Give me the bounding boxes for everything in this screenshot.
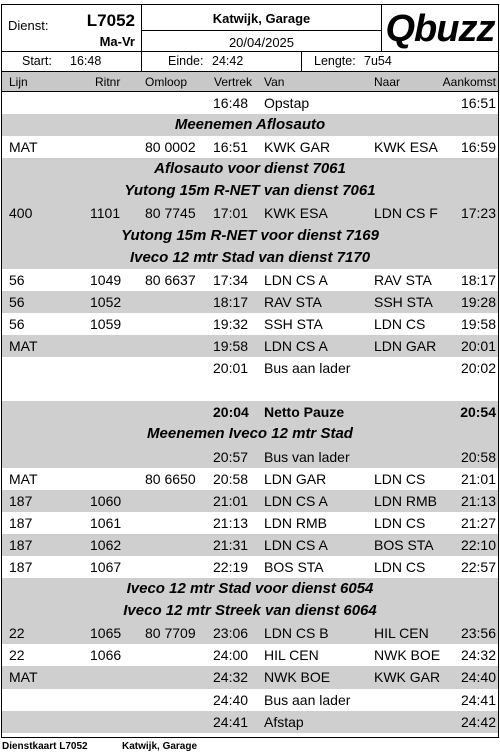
- cell-aankomst: 21:27: [460, 514, 496, 531]
- cell-omloop: 80 7745: [145, 205, 196, 222]
- cell-naar: LDN GAR: [374, 338, 437, 355]
- cell-lijn: 56: [9, 293, 25, 310]
- table-row: [2, 556, 498, 578]
- cell-van: Afstap: [264, 713, 304, 730]
- cell-aankomst: 23:56: [460, 625, 496, 642]
- cell-naar: LDN CS: [374, 470, 426, 487]
- cell-aankomst: 20:54: [460, 404, 496, 421]
- cell-ritnr: 1065: [90, 625, 122, 642]
- cell-lijn: MAT: [9, 470, 38, 487]
- cell-aankomst: 21:13: [460, 492, 496, 509]
- cell-omloop: 80 7709: [145, 625, 196, 642]
- cell-van: RAV STA: [264, 293, 322, 310]
- cell-vertrek: 21:01: [213, 492, 249, 509]
- cell-ritnr: 1066: [90, 647, 122, 664]
- col-aankomst: Aankomst: [442, 75, 496, 89]
- cell-naar: LDN CS: [374, 315, 426, 332]
- footer-card-id: Dienstkaart L7052: [2, 741, 88, 752]
- cell-vertrek: 21:31: [213, 536, 249, 553]
- cell-aankomst: 20:58: [460, 448, 496, 465]
- cell-lijn: 22: [9, 647, 25, 664]
- cell-naar: LDN RMB: [374, 492, 438, 509]
- cell-aankomst: 22:10: [460, 536, 496, 553]
- cell-aankomst: 19:28: [460, 293, 496, 310]
- table-row: [2, 136, 498, 158]
- section-title: Meenemen Iveco 12 mtr Stad: [2, 423, 498, 445]
- cell-aankomst: 16:59: [460, 139, 496, 156]
- times-bar: [2, 52, 498, 72]
- row-spacer: [2, 379, 498, 401]
- cell-vertrek: 24:32: [213, 669, 249, 686]
- cell-lijn: 187: [9, 492, 33, 509]
- cell-ritnr: 1067: [90, 558, 122, 575]
- section-title: Aflosauto voor dienst 7061: [2, 158, 498, 180]
- table-row: [2, 711, 498, 733]
- cell-lijn: 187: [9, 536, 33, 553]
- lengte-value: 7u54: [364, 54, 392, 68]
- qbuzz-logo: Qbuzz: [385, 8, 495, 50]
- cell-van: KWK GAR: [264, 139, 331, 156]
- cell-aankomst: 24:41: [460, 691, 496, 708]
- cell-ritnr: 1060: [90, 492, 122, 509]
- table-row: [2, 446, 498, 468]
- duty-date: 20/04/2025: [228, 35, 295, 50]
- table-row: [2, 468, 498, 490]
- cell-vertrek: 20:57: [213, 448, 249, 465]
- cell-lijn: 400: [9, 205, 33, 222]
- cell-aankomst: 18:17: [460, 271, 496, 288]
- dienst-label: Dienst:: [8, 18, 49, 33]
- col-lijn: Lijn: [9, 75, 28, 89]
- cell-vertrek: 24:00: [213, 647, 249, 664]
- section-title: Iveco 12 mtr Stad van dienst 7170: [2, 247, 498, 269]
- table-row: [2, 202, 498, 224]
- col-vertrek: Vertrek: [214, 75, 253, 89]
- cell-van: LDN CS A: [264, 492, 328, 509]
- cell-naar: RAV STA: [374, 271, 432, 288]
- cell-van: Bus van lader: [264, 448, 350, 465]
- cell-lijn: MAT: [9, 139, 38, 156]
- col-naar: Naar: [374, 75, 401, 89]
- section-title: Yutong 15m R-NET voor dienst 7169: [2, 225, 498, 247]
- table-row: [2, 269, 498, 291]
- cell-aankomst: 16:51: [460, 95, 496, 111]
- cell-lijn: 187: [9, 514, 33, 531]
- dienst-box: [2, 5, 142, 52]
- start-time: 16:48: [70, 54, 102, 68]
- cell-vertrek: 16:48: [213, 95, 249, 111]
- cell-lijn: 56: [9, 315, 25, 332]
- cell-ritnr: 1052: [90, 293, 122, 310]
- lengte-cell: [302, 52, 498, 71]
- cell-aankomst: 24:42: [460, 713, 496, 730]
- cell-van: LDN RMB: [264, 514, 328, 531]
- cell-vertrek: 23:06: [213, 625, 249, 642]
- cell-vertrek: 17:01: [213, 205, 249, 222]
- cell-vertrek: 24:41: [213, 713, 249, 730]
- cell-vertrek: 20:01: [213, 360, 249, 377]
- cell-lijn: MAT: [9, 338, 38, 355]
- cell-omloop: 80 0002: [145, 139, 196, 156]
- cell-vertrek: 16:51: [213, 139, 249, 156]
- cell-van: SSH STA: [264, 315, 323, 332]
- einde-time: 24:42: [212, 54, 244, 68]
- card-header: [2, 5, 498, 52]
- cell-van: Netto Pauze: [264, 404, 345, 421]
- section-title: Iveco 12 mtr Stad voor dienst 6054: [2, 578, 498, 600]
- dienst-number: L7052: [86, 11, 135, 30]
- table-row: [2, 622, 498, 644]
- cell-aankomst: 20:01: [460, 338, 496, 355]
- section-title: Iveco 12 mtr Streek van dienst 6064: [2, 600, 498, 622]
- cell-van: BOS STA: [264, 558, 324, 575]
- cell-aankomst: 17:23: [460, 205, 496, 222]
- cell-van: Opstap: [264, 95, 310, 111]
- cell-omloop: 80 6650: [145, 470, 196, 487]
- table-row: [2, 92, 498, 114]
- cell-lijn: 187: [9, 558, 33, 575]
- cell-vertrek: 20:58: [213, 470, 249, 487]
- table-row: [2, 335, 498, 357]
- garage-name: Katwijk, Garage: [212, 11, 311, 26]
- table-row: [2, 313, 498, 335]
- start-label: Start:: [22, 54, 52, 68]
- col-ritnr: Ritnr: [95, 75, 121, 89]
- cell-vertrek: 20:04: [213, 404, 249, 421]
- footer-garage: Katwijk, Garage: [122, 741, 198, 752]
- cell-naar: BOS STA: [374, 536, 434, 553]
- cell-naar: KWK GAR: [374, 669, 441, 686]
- cell-ritnr: 1059: [90, 315, 122, 332]
- cell-ritnr: 1101: [90, 205, 121, 222]
- cell-naar: KWK ESA: [374, 139, 438, 156]
- col-van: Van: [264, 75, 285, 89]
- cell-van: KWK ESA: [264, 205, 328, 222]
- table-row: [2, 689, 498, 711]
- cell-naar: LDN CS: [374, 558, 426, 575]
- cell-aankomst: 20:02: [460, 360, 496, 377]
- cell-van: Bus aan lader: [264, 691, 351, 708]
- cell-vertrek: 21:13: [213, 514, 249, 531]
- column-header: [2, 72, 498, 92]
- cell-naar: LDN CS F: [374, 205, 438, 222]
- cell-lijn: 22: [9, 625, 25, 642]
- cell-aankomst: 22:57: [460, 558, 496, 575]
- table-row: [2, 401, 498, 423]
- cell-ritnr: 1061: [90, 514, 122, 531]
- duty-rows: [2, 92, 498, 733]
- col-omloop: Omloop: [145, 75, 188, 89]
- duty-card: [1, 4, 499, 738]
- table-row: [2, 644, 498, 666]
- location-box: [142, 5, 382, 52]
- einde-label: Einde:: [168, 54, 204, 68]
- cell-naar: SSH STA: [374, 293, 433, 310]
- cell-van: LDN CS B: [264, 625, 329, 642]
- table-row: [2, 291, 498, 313]
- cell-ritnr: 1049: [90, 271, 122, 288]
- section-title: Yutong 15m R-NET van dienst 7061: [2, 180, 498, 202]
- lengte-label: Lengte:: [314, 54, 356, 68]
- table-row: [2, 490, 498, 512]
- start-cell: [2, 52, 142, 71]
- cell-vertrek: 22:19: [213, 558, 249, 575]
- footer: [2, 740, 498, 754]
- einde-cell: [142, 52, 302, 71]
- cell-naar: HIL CEN: [374, 625, 429, 642]
- cell-van: LDN CS A: [264, 271, 328, 288]
- cell-naar: LDN CS: [374, 514, 426, 531]
- cell-ritnr: 1062: [90, 536, 122, 553]
- cell-aankomst: 24:40: [460, 669, 496, 686]
- cell-van: LDN GAR: [264, 470, 327, 487]
- cell-aankomst: 21:01: [460, 470, 496, 487]
- table-row: [2, 666, 498, 688]
- cell-aankomst: 19:58: [460, 315, 496, 332]
- divider: [142, 30, 381, 31]
- cell-van: HIL CEN: [264, 647, 319, 664]
- cell-vertrek: 18:17: [213, 293, 249, 310]
- logo-box: [382, 5, 498, 52]
- cell-naar: NWK BOE: [374, 647, 441, 664]
- cell-vertrek: 24:40: [213, 691, 249, 708]
- cell-vertrek: 19:32: [213, 315, 249, 332]
- cell-van: Bus aan lader: [264, 360, 351, 377]
- cell-lijn: 56: [9, 271, 25, 288]
- table-row: [2, 357, 498, 379]
- cell-lijn: MAT: [9, 669, 38, 686]
- cell-omloop: 80 6637: [145, 271, 196, 288]
- table-row: [2, 512, 498, 534]
- cell-van: NWK BOE: [264, 669, 331, 686]
- cell-aankomst: 24:32: [460, 647, 496, 664]
- cell-vertrek: 19:58: [213, 338, 249, 355]
- cell-vertrek: 17:34: [213, 271, 249, 288]
- section-title: Meenemen Aflosauto: [2, 114, 498, 136]
- cell-van: LDN CS A: [264, 536, 328, 553]
- table-row: [2, 534, 498, 556]
- dienst-days: Ma-Vr: [99, 34, 135, 49]
- cell-van: LDN CS A: [264, 338, 328, 355]
